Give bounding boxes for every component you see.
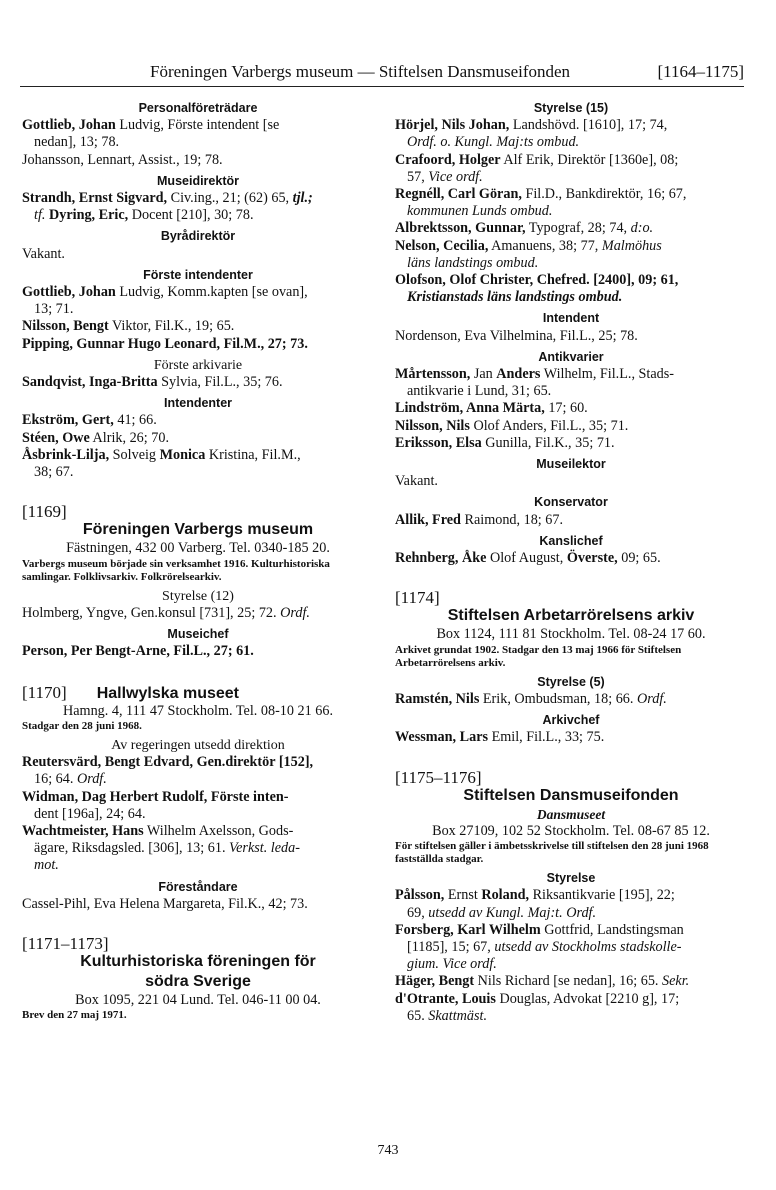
organization-title: södra Sverige <box>145 973 251 991</box>
entry-continuation: nedan], 13; 78. <box>34 134 120 151</box>
entry-continuation: Ordf. o. Kungl. Maj:ts ombud. <box>407 134 580 151</box>
organization-title: Kulturhistoriska föreningen för <box>80 953 316 971</box>
section-heading: Föreståndare <box>158 879 238 894</box>
entry: Nilsson, Nils Olof Anders, Fil.L., 35; 71. <box>395 417 629 434</box>
organization-title: Stiftelsen Arbetarrörelsens arkiv <box>447 607 695 625</box>
section-heading: Kanslichef <box>539 533 603 548</box>
section-heading: Styrelse (5) <box>537 674 605 689</box>
entry-continuation: 65. Skattmäst. <box>407 1007 487 1024</box>
entry: Wessman, Lars Emil, Fil.L., 33; 75. <box>395 729 605 746</box>
entry-continuation: antikvarie i Lund, 31; 65. <box>407 383 552 400</box>
entry: Nordenson, Eva Vilhelmina, Fil.L., 25; 78. <box>395 327 638 344</box>
entry: Cassel-Pihl, Eva Helena Margareta, Fil.K., 42; 73. <box>22 895 308 912</box>
entry-continuation: [1185], 15; 67, utsedd av Stockholms stadskolle- <box>407 938 682 955</box>
entry-continuation: kommunen Lunds ombud. <box>407 203 553 220</box>
section-heading: Intendent <box>542 311 600 326</box>
entry: Widman, Dag Herbert Rudolf, Förste inten- <box>22 788 289 805</box>
entry-number: [1171–1173] <box>22 933 109 953</box>
entry: Nelson, Cecilia, Amanuens, 38; 77, Malmöhus <box>395 237 662 254</box>
organization-title: Föreningen Varbergs museum <box>82 521 314 539</box>
right-column <box>395 96 747 1025</box>
entry: Crafoord, Holger Alf Erik, Direktör [1360e], 08; <box>395 151 679 168</box>
entry: Reutersvärd, Bengt Edvard, Gen.direktör [152], <box>22 754 314 771</box>
entry-continuation: dent [196a], 24; 64. <box>34 805 146 822</box>
entry: Pålsson, Ernst Roland, Riksantikvarie [195], 22; <box>395 887 675 904</box>
entry: Eriksson, Elsa Gunilla, Fil.K., 35; 71. <box>395 434 615 451</box>
entry: Person, Per Bengt-Arne, Fil.L., 27; 61. <box>22 643 254 660</box>
left-column <box>22 96 374 1022</box>
note: För stiftelsen gäller i ämbetsskrivelse till stiftelsen den 28 juni 1968 fastställda stadgar. <box>395 840 709 866</box>
note: Stadgar den 28 juni 1968. <box>22 719 142 732</box>
section-heading: Konservator <box>534 495 608 510</box>
section-heading: Styrelse <box>546 871 596 886</box>
section-heading: Förste intendenter <box>143 267 253 282</box>
note: Brev den 27 maj 1971. <box>22 1009 127 1022</box>
entry: Rehnberg, Åke Olof August, Överste, 09; 65. <box>395 550 661 567</box>
page-number: 743 <box>377 1143 399 1158</box>
organization-title: Hallwylska museet <box>96 685 239 703</box>
section-heading: Arkivchef <box>542 713 600 728</box>
entry: Vakant. <box>22 245 65 262</box>
section-heading: Av regeringen utsedd direktion <box>111 737 285 753</box>
section-heading: Museichef <box>167 627 229 642</box>
entry-continuation: tf. Dyring, Eric, Docent [210], 30; 78. <box>34 207 254 224</box>
entry: Johansson, Lennart, Assist., 19; 78. <box>22 151 223 168</box>
entry: Gottlieb, Johan Ludvig, Förste intendent [se <box>22 117 280 134</box>
entry: d'Otrante, Louis Douglas, Advokat [2210 g], 17; <box>395 990 680 1007</box>
entry: Häger, Bengt Nils Richard [se nedan], 16; 65. Sekr. <box>395 973 690 990</box>
entry: Nilsson, Bengt Viktor, Fil.K., 19; 65. <box>22 318 235 335</box>
section-heading: Intendenter <box>163 396 233 411</box>
section-heading: Byrådirektör <box>160 229 236 244</box>
entry-number-row: [1170] Hallwylska museet <box>22 683 239 703</box>
section-heading: Museidirektör <box>157 173 239 188</box>
section-heading: Styrelse (12) <box>162 588 234 604</box>
running-title: Föreningen Varbergs museum — Stiftelsen Dansmuseifonden <box>150 62 571 81</box>
entry-continuation: ägare, Riksdagsled. [306], 13; 61. Verkst. leda- <box>34 840 300 857</box>
section-heading: Förste arkivarie <box>153 357 243 373</box>
entry-continuation: 57, Vice ordf. <box>407 168 483 185</box>
entry-number: [1175–1176] <box>395 767 482 787</box>
entry: Strandh, Ernst Sigvard, Civ.ing., 21; (62) 65, tjl.; <box>22 190 313 207</box>
address: Hamng. 4, 111 47 Stockholm. Tel. 08-10 21 66. <box>63 702 333 719</box>
entry: Vakant. <box>395 473 438 490</box>
section-heading: Museilektor <box>536 457 606 472</box>
entry: Holmberg, Yngve, Gen.konsul [731], 25; 72. Ordf. <box>22 604 310 621</box>
organization-title: Stiftelsen Dansmuseifonden <box>463 786 679 804</box>
entry: Stéen, Owe Alrik, 26; 70. <box>22 429 169 446</box>
entry: Mårtensson, Jan Anders Wilhelm, Fil.L., Stads- <box>395 366 675 383</box>
entry: Forsberg, Karl Wilhelm Gottfrid, Landstingsman <box>395 921 684 938</box>
address: Box 1124, 111 81 Stockholm. Tel. 08-24 17 60. <box>436 626 706 643</box>
entry-number: [1169] <box>22 502 67 522</box>
entry-continuation: 16; 64. Ordf. <box>34 771 107 788</box>
address: Box 1095, 221 04 Lund. Tel. 046-11 00 04. <box>75 992 321 1009</box>
note: Arkivet grundat 1902. Stadgar den 13 maj 1966 för Stiftelsen Arbetarrörelsens arkiv. <box>395 643 682 669</box>
entry: Ramstén, Nils Erik, Ombudsman, 18; 66. Ordf. <box>395 690 667 707</box>
section-heading: Styrelse (15) <box>533 101 609 115</box>
entry: Åsbrink-Lilja, Solveig Monica Kristina, Fil.M., <box>22 446 301 463</box>
entry-range: [1164–1175] <box>657 62 744 81</box>
entry-continuation: mot. <box>34 857 59 874</box>
entry: Olofson, Olof Christer, Chefred. [2400], 09; 61, <box>395 272 679 289</box>
page-header <box>20 60 744 87</box>
entry: Allik, Fred Raimond, 18; 67. <box>395 511 564 528</box>
entry: Pipping, Gunnar Hugo Leonard, Fil.M., 27; 73. <box>22 335 308 352</box>
entry-number: [1174] <box>395 588 440 608</box>
entry: Regnéll, Carl Göran, Fil.D., Bankdirektör, 16; 67, <box>395 186 687 203</box>
entry: Ekström, Gert, 41; 66. <box>22 412 157 429</box>
section-heading: Antikvarier <box>538 349 604 364</box>
note: Varbergs museum började sin verksamhet 1916. Kulturhistoriska samlingar. Folklivsarkiv. Folkrörelsearkiv. <box>22 557 330 583</box>
entry: Hörjel, Nils Johan, Landshövd. [1610], 17; 74, <box>395 117 668 134</box>
entry: Lindström, Anna Märta, 17; 60. <box>395 400 588 417</box>
address: Box 27109, 102 52 Stockholm. Tel. 08-67 85 12. <box>432 822 710 839</box>
entry-continuation: 13; 71. <box>34 301 74 318</box>
entry: Gottlieb, Johan Ludvig, Komm.kapten [se ovan], <box>22 284 308 301</box>
address: Fästningen, 432 00 Varberg. Tel. 0340-185 20. <box>66 540 330 557</box>
entry: Albrektsson, Gunnar, Typograf, 28; 74, d:o. <box>395 220 654 237</box>
section-heading: Personalföreträdare <box>138 101 258 115</box>
entry: Wachtmeister, Hans Wilhelm Axelsson, Gods- <box>22 822 294 839</box>
entry-continuation: 38; 67. <box>34 464 74 481</box>
entry-continuation: gium. Vice ordf. <box>407 956 497 973</box>
entry: Sandqvist, Inga-Britta Sylvia, Fil.L., 35; 76. <box>22 374 283 391</box>
subtitle: Dansmuseet <box>536 806 606 822</box>
entry-continuation: läns landstings ombud. <box>407 254 539 271</box>
entry-continuation: 69, utsedd av Kungl. Maj:t. Ordf. <box>407 904 597 921</box>
entry-continuation: Kristianstads läns landstings ombud. <box>407 289 623 306</box>
